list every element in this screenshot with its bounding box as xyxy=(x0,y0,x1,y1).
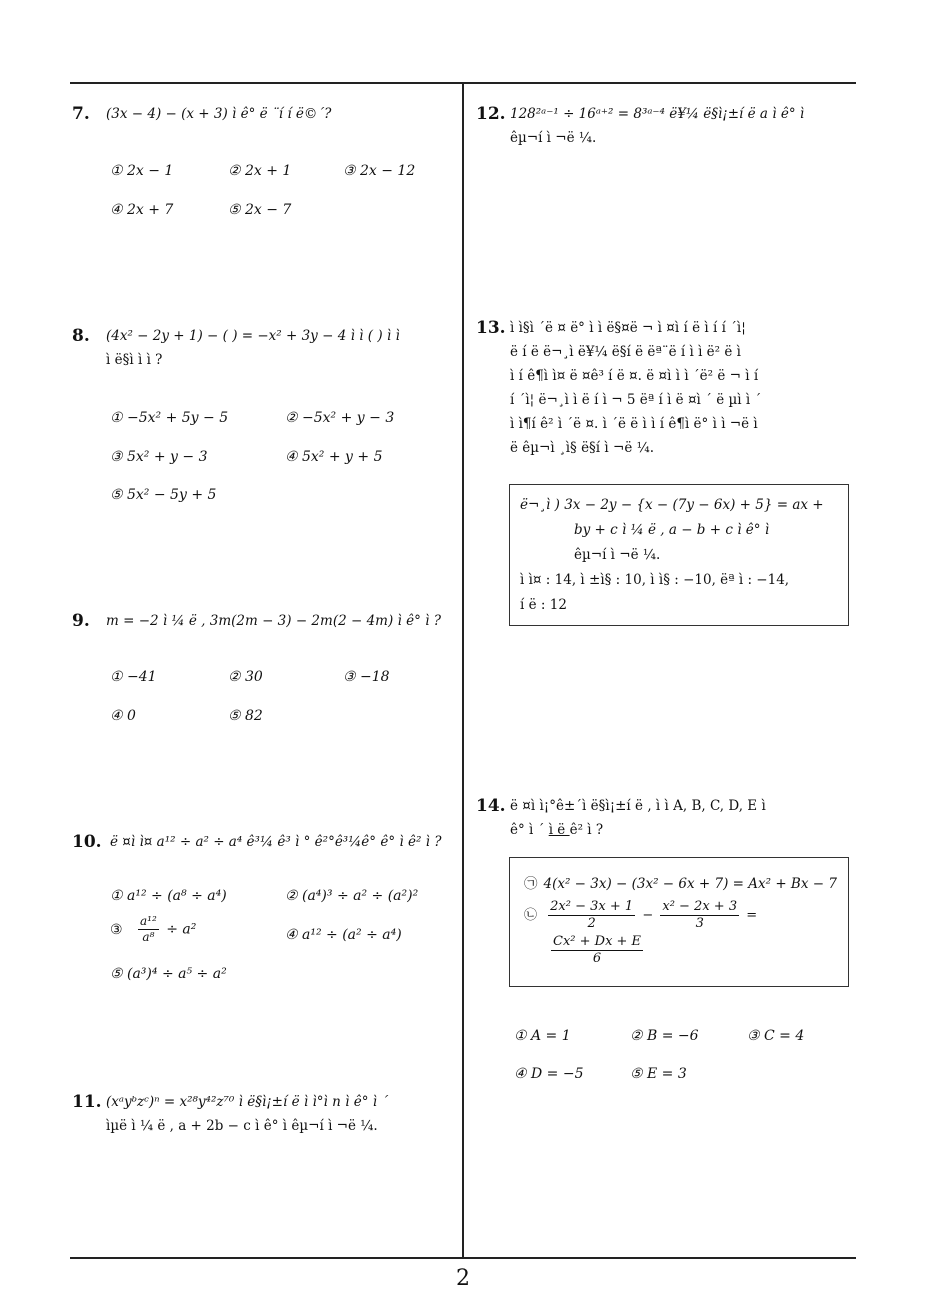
q14-option-4[interactable]: ④ D = −5 xyxy=(514,1066,584,1082)
question-text-line2: êµ¬í ì ¬ë ¼. xyxy=(510,130,597,146)
question-text-line2: ìµë ì ¼ ë , a + 2b − c ì ê° ì êµ¬í ì ¬ë ¼. xyxy=(106,1118,378,1134)
question-9 xyxy=(72,609,457,633)
question-text-line1: ë ¤ì ì¡°ê±´ì ë§ì¡±í ë , ì ì A, B, C, D, E ì xyxy=(510,798,766,814)
q14-option-2[interactable]: ② B = −6 xyxy=(630,1028,699,1044)
condition-b xyxy=(524,899,834,932)
fraction-denominator: 6 xyxy=(592,951,602,966)
underlined-text: ì ë xyxy=(548,822,570,838)
text-part: ê° ì ´ xyxy=(510,822,549,838)
q7-option-5[interactable]: ⑤ 2x − 7 xyxy=(228,202,292,218)
bottom-rule xyxy=(70,1257,856,1259)
question-text-line2: ì ë§ì ì ì ? xyxy=(106,352,163,368)
column-divider xyxy=(462,83,464,1258)
question-number: 9. xyxy=(72,611,90,631)
question-text-line: ì ì§ì ´ë ¤ ë° ì ì ë§¤ë ¬ ì ¤ì í ë ì í í ´ì¦ xyxy=(510,320,746,336)
q7-option-4[interactable]: ④ 2x + 7 xyxy=(110,202,174,218)
fraction-numerator: x² − 2x + 3 xyxy=(662,899,738,914)
question-text-line1: 128²ᵃ⁻¹ ÷ 16ᵃ⁺² = 8³ᵃ⁻⁴ ë¥¼ ë§ì¡±í ë a ì ê° ì xyxy=(510,106,805,122)
q7-option-1[interactable]: ① 2x − 1 xyxy=(110,163,174,179)
q8-option-4[interactable]: ④ 5x² + y + 5 xyxy=(285,449,383,465)
q14-option-5[interactable]: ⑤ E = 3 xyxy=(630,1066,687,1082)
fraction xyxy=(548,899,635,932)
question-8 xyxy=(72,324,457,372)
question-text-line1: (xᵃyᵇzᶜ)ⁿ = x²⁸y⁴²z⁷⁰ ì ë§ì¡±í ë ì ì°ì n ì ê° ì ´ xyxy=(106,1094,389,1110)
q8-option-5[interactable]: ⑤ 5x² − 5y + 5 xyxy=(110,487,217,503)
question-text: (3x − 4) − (x + 3) ì ê° ë ¨í í ë©´? xyxy=(106,106,332,122)
fraction-numerator: Cx² + Dx + E xyxy=(553,934,642,949)
q10-option-5[interactable]: ⑤ (a³)⁴ ÷ a⁵ ÷ a² xyxy=(110,966,227,982)
condition-a xyxy=(524,872,837,897)
question-number: 12. xyxy=(476,104,506,124)
question-10 xyxy=(72,830,457,854)
question-text-line: í ´ì¦ ë¬¸ì ì ë í ì ¬ 5 ëª í ì ë ¤ì ´ ë µì ì ´ xyxy=(510,392,762,408)
question-12 xyxy=(476,102,856,150)
q10-option-1[interactable]: ① a¹² ÷ (a⁸ ÷ a⁴) xyxy=(110,888,227,904)
fraction xyxy=(660,899,739,932)
q8-option-2[interactable]: ② −5x² + y − 3 xyxy=(285,410,395,426)
q10-option-3[interactable] xyxy=(110,914,196,945)
fraction xyxy=(551,934,643,967)
question-7 xyxy=(72,102,452,126)
question-text: ë ¤ì ì¤ a¹² ÷ a² ÷ a⁴ ê³¼ ê³ ì ° ê²°ê³¼ê° ê° ì ê² ì ? xyxy=(110,834,442,850)
question-text-line: ë í ë ë¬¸ì ë¥¼ ë§í ë ëª¨ë í ì ì ë² ë ì xyxy=(510,344,741,360)
box-line: ë¬¸ì ) 3x − 2y − {x − (7y − 6x) + 5} = ax + xyxy=(520,497,824,513)
box-line: êµ¬í ì ¬ë ¼. xyxy=(574,547,661,563)
question-14 xyxy=(476,794,856,842)
q9-option-1[interactable]: ① −41 xyxy=(110,669,157,685)
q7-option-3[interactable]: ③ 2x − 12 xyxy=(343,163,416,179)
box-line: í ë : 12 xyxy=(520,597,567,613)
option-mark: ③ xyxy=(110,921,123,938)
question-number: 11. xyxy=(72,1092,102,1112)
question-text-line2 xyxy=(510,818,856,842)
question-number: 7. xyxy=(72,104,90,124)
q10-option-2[interactable]: ② (a⁴)³ ÷ a² ÷ (a²)² xyxy=(285,888,419,904)
condition-a-mark: ㉠ xyxy=(524,876,538,892)
q9-option-4[interactable]: ④ 0 xyxy=(110,708,136,724)
condition-b-rhs xyxy=(548,934,834,967)
operator: − xyxy=(642,908,654,923)
fraction-denominator: 3 xyxy=(695,916,704,931)
q8-option-3[interactable]: ③ 5x² + y − 3 xyxy=(110,449,208,465)
fraction xyxy=(138,914,159,945)
q7-option-2[interactable]: ② 2x + 1 xyxy=(228,163,292,179)
condition-b-mark: ㉡ xyxy=(524,908,538,923)
q13-problem-box xyxy=(509,484,849,626)
question-text-line: ì í ê¶ì ì¤ ë ¤ê³ í ë ¤. ë ¤ì ì ì ´ë² ë ¬ ì í xyxy=(510,368,759,384)
page-number: 2 xyxy=(456,1266,470,1291)
question-11 xyxy=(72,1090,457,1138)
q10-option-4[interactable]: ④ a¹² ÷ (a² ÷ a⁴) xyxy=(285,927,402,943)
question-number: 8. xyxy=(72,326,90,346)
condition-a-text: 4(x² − 3x) − (3x² − 6x + 7) = Ax² + Bx − 7 xyxy=(543,876,837,892)
option-rest: ÷ a² xyxy=(166,921,197,938)
question-text-line1: (4x² − 2y + 1) − ( ) = −x² + 3y − 4 ì ì ( ) ì ì xyxy=(106,328,400,344)
text-part: ê² ì ? xyxy=(569,822,604,838)
fraction-denominator: 2 xyxy=(587,916,596,931)
q14-condition-box xyxy=(509,857,849,987)
q9-option-5[interactable]: ⑤ 82 xyxy=(228,708,263,724)
question-13 xyxy=(476,316,856,460)
question-number: 10. xyxy=(72,832,102,852)
fraction-denominator: a⁸ xyxy=(142,930,155,944)
question-text-line: ë êµ¬ì ¸ì§ ë§í ì ¬ë ¼. xyxy=(510,440,654,456)
operator: = xyxy=(746,908,758,923)
q9-option-2[interactable]: ② 30 xyxy=(228,669,263,685)
fraction-numerator: 2x² − 3x + 1 xyxy=(550,899,634,914)
q9-option-3[interactable]: ③ −18 xyxy=(343,669,390,685)
question-text: m = −2 ì ¼ ë , 3m(2m − 3) − 2m(2 − 4m) ì ê° ì ? xyxy=(106,613,442,629)
box-line: by + c ì ¼ ë , a − b + c ì ê° ì xyxy=(574,522,770,538)
fraction-numerator: a¹² xyxy=(140,914,157,928)
q14-option-3[interactable]: ③ C = 4 xyxy=(747,1028,805,1044)
question-number: 14. xyxy=(476,796,506,816)
box-line: ì ì¤ : 14, ì ±ì§ : 10, ì ì§ : −10, ëª ì : −14, xyxy=(520,572,790,588)
question-number: 13. xyxy=(476,318,506,338)
q14-option-1[interactable]: ① A = 1 xyxy=(514,1028,571,1044)
question-text-line: ì ì¶í ê² ì ´ë ¤. ì ´ë ë ì ì í ê¶ì ë° ì ì ¬ë ì xyxy=(510,416,758,432)
q8-option-1[interactable]: ① −5x² + 5y − 5 xyxy=(110,410,229,426)
